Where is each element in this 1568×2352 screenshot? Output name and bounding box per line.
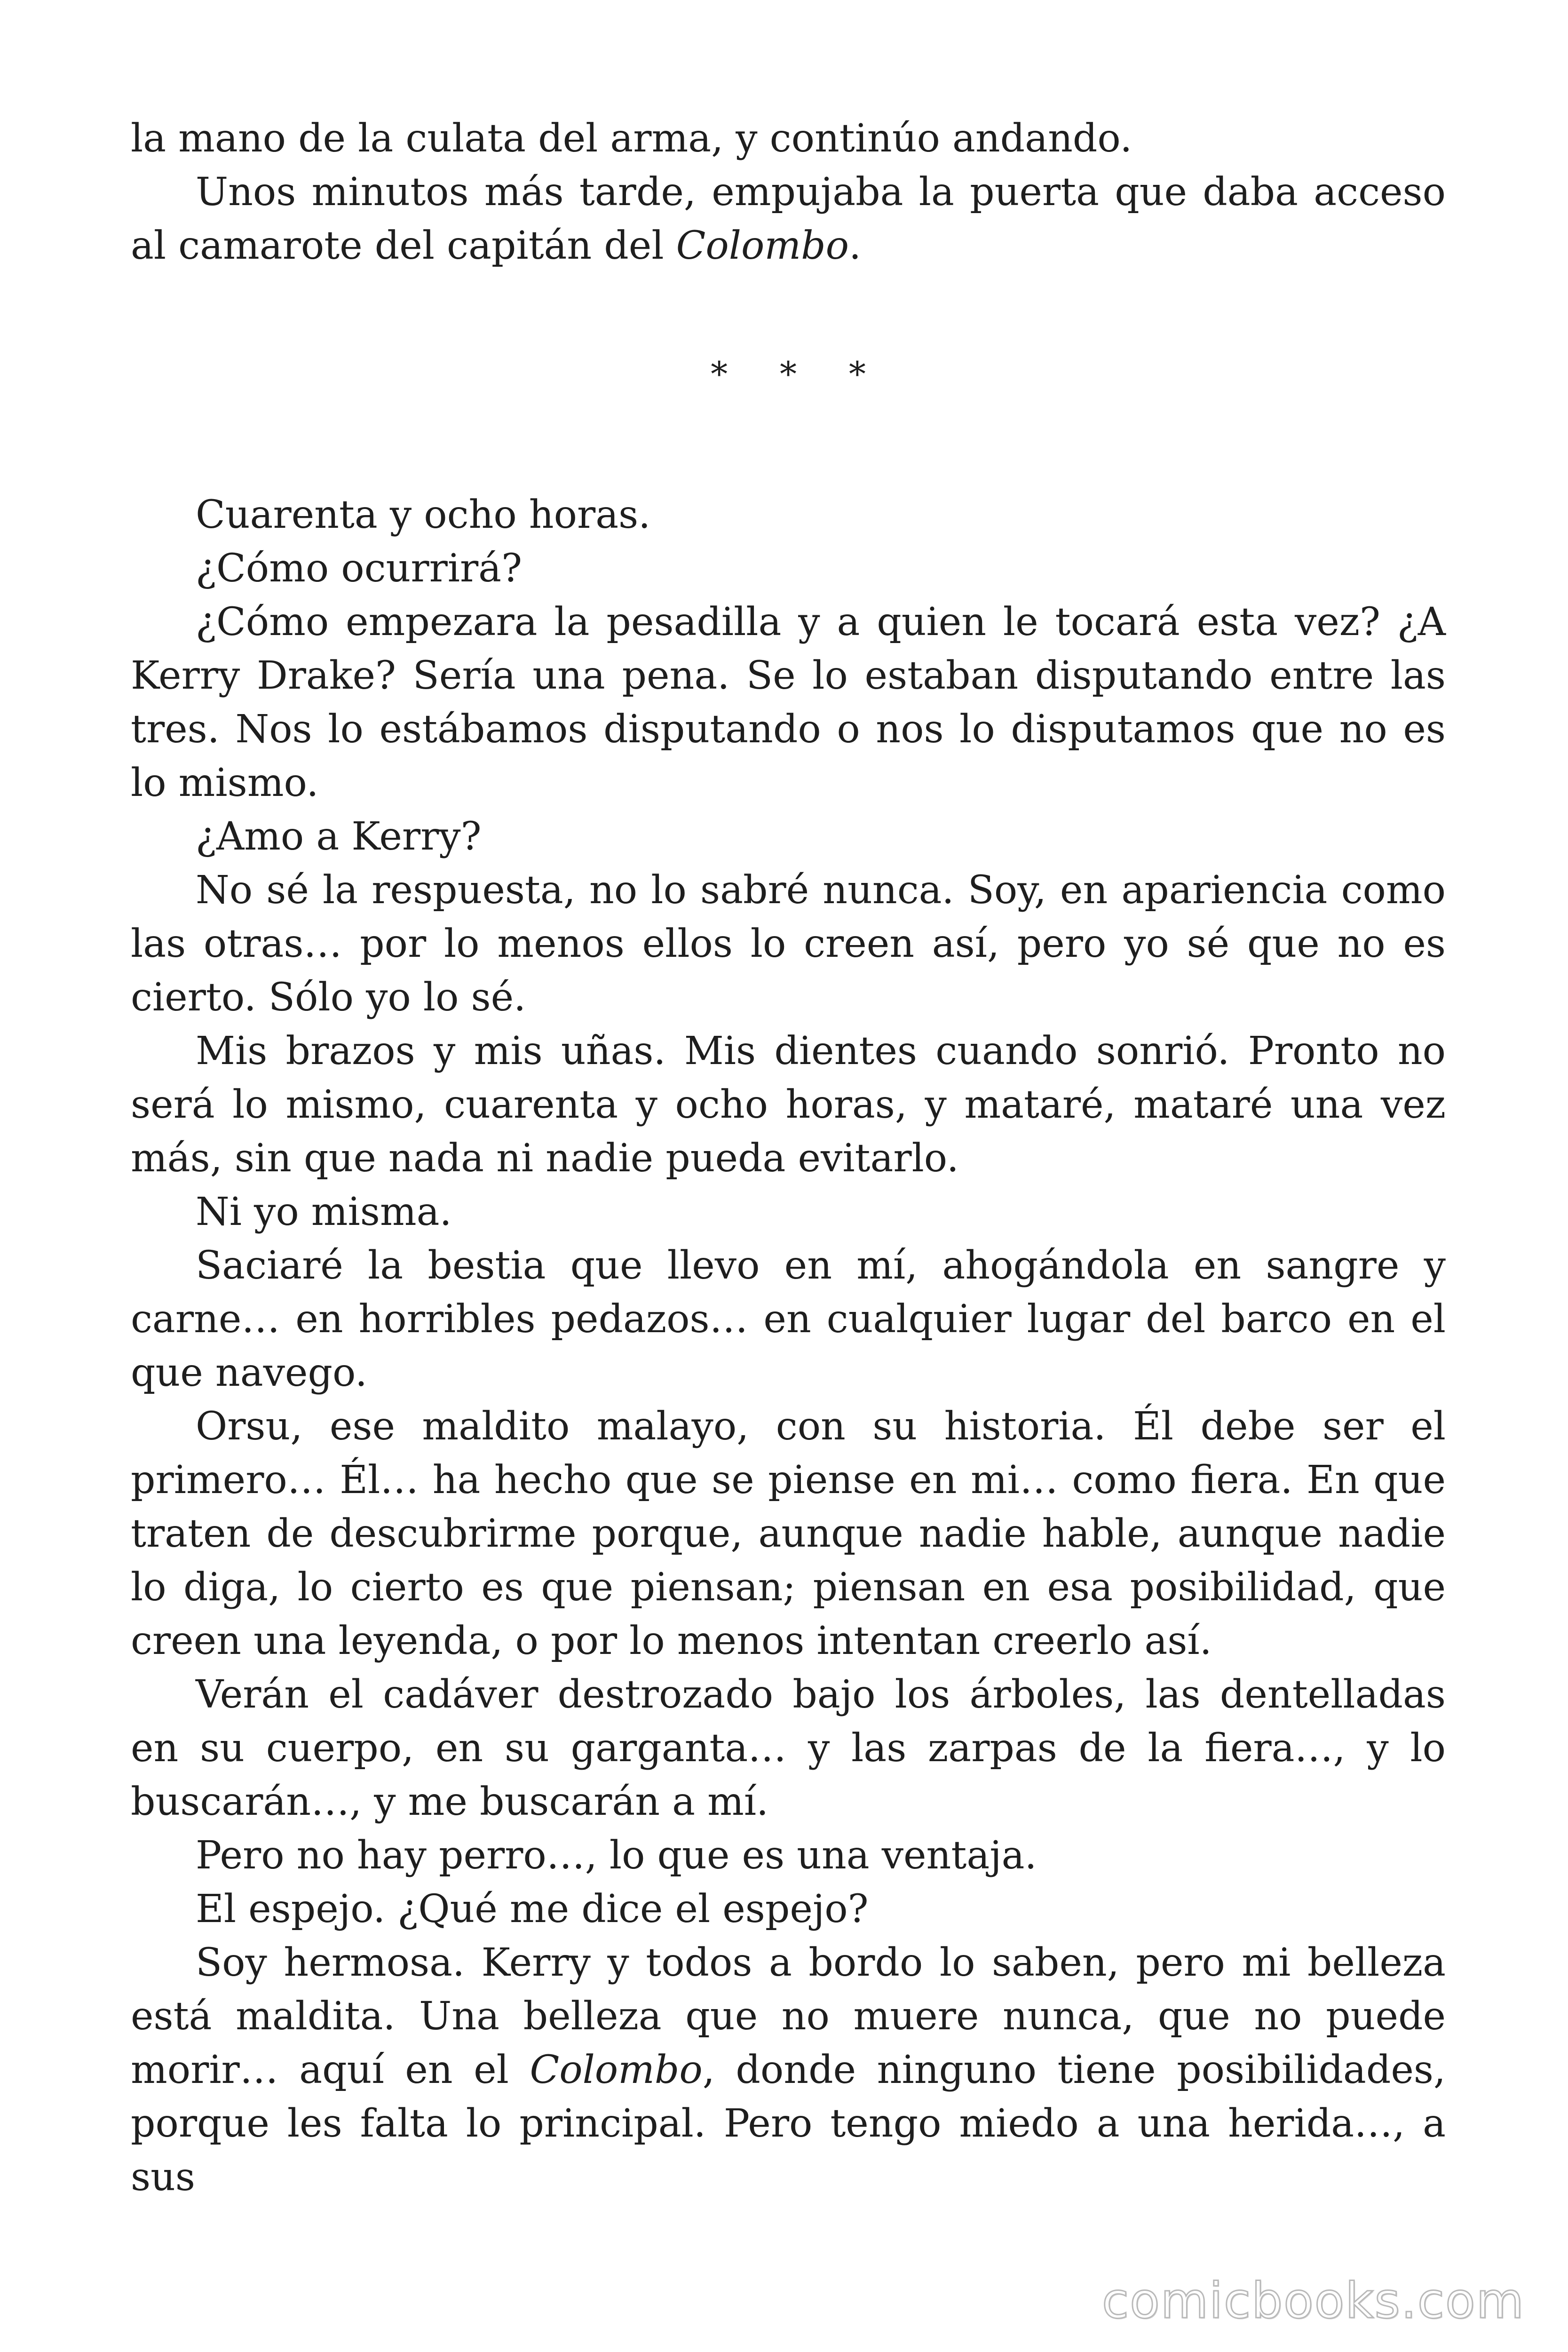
paragraph: Mis brazos y mis uñas. Mis dientes cuando sonrió. Pronto no será lo mismo, cuarenta y ocho horas, y mataré, mataré una vez más, sin que nada ni nadie pueda evitarlo.	[131, 1029, 1446, 1181]
paragraph: Orsu, ese maldito malayo, con su historia. Él debe ser el primero… Él… ha hecho que se piense en mi… como fiera. En que traten de descubrirme porque, aunque nadie hable, aunque nadie lo diga, lo cierto es que piensan; piensan en esa posibilidad, que creen una leyenda, o por lo menos intentan creerlo así.	[131, 1404, 1446, 1663]
paragraph: Pero no hay perro…, lo que es una ventaja.	[196, 1833, 1037, 1878]
paragraph-text: Soy hermosa. Kerry y todos a bordo lo saben, pero mi belleza está maldita. Una belleza que no muere nunca, que no puede morir… aquí en el	[131, 1940, 1446, 2092]
paragraph: la mano de la culata del arma, y continúo andando.	[131, 116, 1132, 161]
paragraph-text: , donde ninguno tiene posibilidades, porque les falta lo principal. Pero tengo miedo a una herida…, a sus	[131, 2048, 1446, 2200]
paragraph	[131, 1936, 1446, 2204]
paragraph-text: .	[848, 223, 862, 268]
paragraph: ¿Amo a Kerry?	[196, 814, 482, 859]
paragraph: No sé la respuesta, no lo sabré nunca. Soy, en apariencia como las otras… por lo menos ellos lo creen así, pero yo sé que no es cierto. Sólo yo lo sé.	[131, 868, 1446, 1020]
paragraph: Cuarenta y ocho horas.	[196, 493, 651, 537]
paragraph-text: Unos minutos más tarde, empujaba la puerta que daba acceso al camarote del capitán del	[131, 170, 1446, 268]
paragraph: Ni yo misma.	[196, 1190, 452, 1234]
paragraph: ¿Cómo ocurrirá?	[196, 546, 523, 591]
ship-name-italic: Colombo	[676, 223, 849, 268]
paragraph: ¿Cómo empezara la pesadilla y a quien le tocará esta vez? ¿A Kerry Drake? Sería una pena. Se lo estaban disputando entre las tres. Nos lo estábamos disputando o nos lo disputamos que no es lo mismo.	[131, 600, 1446, 805]
paragraph: Saciaré la bestia que llevo en mí, ahogándola en sangre y carne… en horribles pedazos… en cualquier lugar del barco en el que navego.	[131, 1243, 1446, 1395]
scene-separator: * * *	[711, 354, 887, 394]
ship-name-italic: Colombo	[530, 2048, 703, 2092]
watermark-logo: comicbooks.com	[1101, 2272, 1525, 2329]
paragraph	[131, 166, 1446, 273]
paragraph: Verán el cadáver destrozado bajo los árboles, las dentelladas en su cuerpo, en su garganta… y las zarpas de la fiera…, y lo buscarán…, y me buscarán a mí.	[131, 1672, 1446, 1824]
paragraph: El espejo. ¿Qué me dice el espejo?	[196, 1887, 869, 1931]
book-page-text	[131, 112, 1446, 2204]
